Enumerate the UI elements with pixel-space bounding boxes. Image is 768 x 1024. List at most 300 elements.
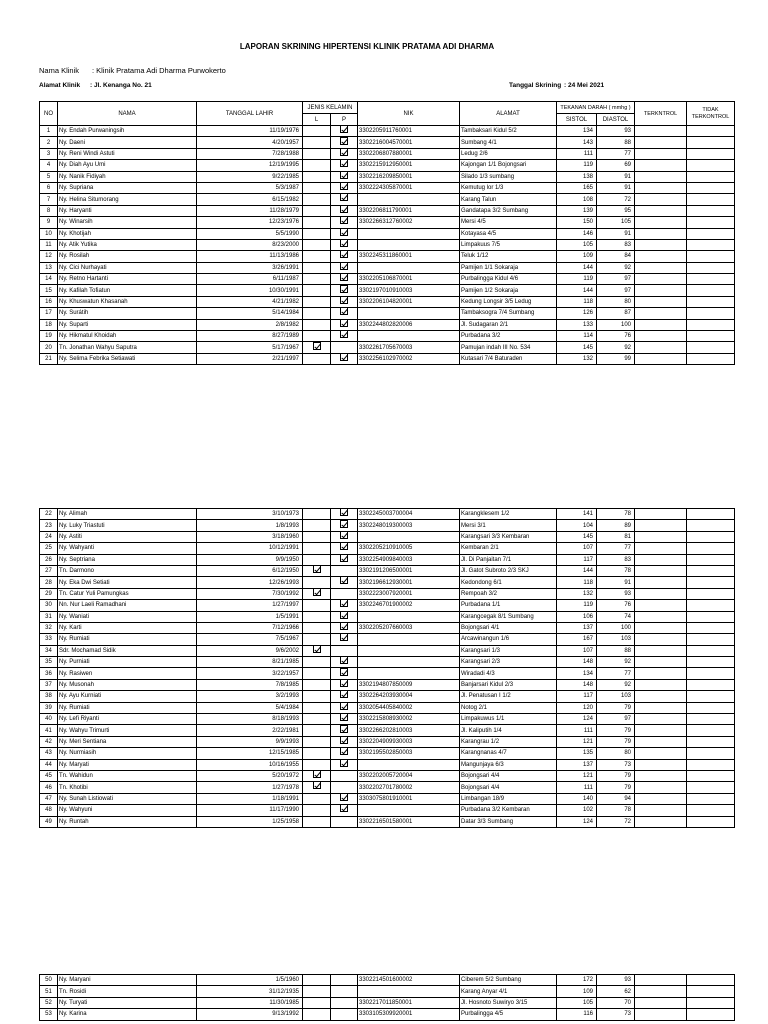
row-sistol: 105	[557, 239, 597, 250]
row-nik: 3302204909930003	[358, 736, 460, 747]
row-tidak-terkontrol	[687, 285, 735, 296]
row-no: 26	[40, 554, 58, 565]
clinic-name-label: Nama Klinik	[39, 66, 80, 75]
row-terkntrol	[635, 194, 687, 205]
row-diastol: 99	[597, 353, 635, 364]
row-sistol: 148	[557, 657, 597, 668]
row-sex-p	[331, 611, 358, 622]
row-nik: 3302254909840003	[358, 554, 460, 565]
row-alamat: Ledug 2/6	[460, 148, 557, 159]
row-sistol: 139	[557, 205, 597, 216]
row-sistol: 111	[557, 148, 597, 159]
row-tidak-terkontrol	[687, 509, 735, 520]
row-nik: 3302261705670003	[358, 342, 460, 353]
row-tanggal-lahir: 12/26/1993	[197, 577, 303, 588]
row-alamat: Purbadana 3/2	[460, 331, 557, 342]
row-no: 12	[40, 251, 58, 262]
row-alamat: Karangklesem 1/2	[460, 509, 557, 520]
row-alamat: Karangsari 1/3	[460, 645, 557, 656]
row-nama: Nn. Nur Laeli Ramadhani	[58, 600, 197, 611]
col-header-tekanan-darah: TEKANAN DARAH ( mmhg )	[557, 102, 635, 114]
row-no: 17	[40, 308, 58, 319]
checkbox-checked-icon	[340, 725, 348, 733]
row-nik: 3302216501580001	[358, 816, 460, 827]
col-header-jenis-kelamin: JENIS KELAMIN	[303, 102, 358, 114]
row-alamat: Rempoah 3/2	[460, 588, 557, 599]
row-tanggal-lahir: 6/15/1982	[197, 194, 303, 205]
row-no: 22	[40, 509, 58, 520]
checkbox-checked-icon	[340, 148, 348, 156]
row-terkntrol	[635, 217, 687, 228]
row-nama: Ny. Rumiati	[58, 702, 197, 713]
row-tidak-terkontrol	[687, 736, 735, 747]
row-nik: 3302202701780002	[358, 782, 460, 793]
row-sistol: 117	[557, 554, 597, 565]
row-nama: Ny. Nanik Fidiyah	[58, 171, 197, 182]
table-row	[40, 679, 735, 690]
row-diastol: 77	[597, 668, 635, 679]
row-sex-l	[303, 239, 331, 250]
row-tidak-terkontrol	[687, 986, 735, 997]
row-nik: 3302206811790001	[358, 205, 460, 216]
row-tanggal-lahir: 7/8/1985	[197, 679, 303, 690]
row-terkntrol	[635, 736, 687, 747]
row-sex-l	[303, 554, 331, 565]
row-terkntrol	[635, 126, 687, 137]
row-nik: 3302248019300003	[358, 520, 460, 531]
row-no: 9	[40, 217, 58, 228]
row-tanggal-lahir: 11/28/1979	[197, 205, 303, 216]
row-tidak-terkontrol	[687, 319, 735, 330]
row-terkntrol	[635, 668, 687, 679]
row-tidak-terkontrol	[687, 251, 735, 262]
table-row	[40, 793, 735, 804]
row-sex-p	[331, 182, 358, 193]
row-sex-p	[331, 668, 358, 679]
row-sex-l	[303, 1009, 331, 1020]
row-sex-p	[331, 679, 358, 690]
row-sex-l	[303, 194, 331, 205]
row-sistol: 140	[557, 793, 597, 804]
row-nik: 3302197010910003	[358, 285, 460, 296]
row-terkntrol	[635, 657, 687, 668]
row-tanggal-lahir: 8/23/2000	[197, 239, 303, 250]
row-nama: Tn. Khotibi	[58, 782, 197, 793]
row-diastol: 78	[597, 509, 635, 520]
row-tanggal-lahir: 2/22/1981	[197, 725, 303, 736]
row-tidak-terkontrol	[687, 331, 735, 342]
row-nama: Ny. Sunah Listiowati	[58, 793, 197, 804]
row-alamat: Karangcegak 8/1 Sumbang	[460, 611, 557, 622]
row-alamat: Karangrau 1/2	[460, 736, 557, 747]
row-sistol: 167	[557, 634, 597, 645]
table-row	[40, 331, 735, 342]
checkbox-checked-icon	[313, 645, 321, 653]
checkbox-checked-icon	[340, 634, 348, 642]
row-sex-l	[303, 770, 331, 781]
row-tanggal-lahir: 10/16/1955	[197, 759, 303, 770]
checkbox-checked-icon	[340, 217, 348, 225]
row-sistol: 118	[557, 296, 597, 307]
row-tanggal-lahir: 7/5/1967	[197, 634, 303, 645]
table-row	[40, 285, 735, 296]
row-nama: Ny. Runtah	[58, 816, 197, 827]
row-nama: Ny. Supriana	[58, 182, 197, 193]
row-nik: 3302224305870001	[358, 182, 460, 193]
row-tanggal-lahir: 1/27/1997	[197, 600, 303, 611]
row-no: 7	[40, 194, 58, 205]
row-sex-l	[303, 611, 331, 622]
table-row	[40, 714, 735, 725]
row-sistol: 145	[557, 342, 597, 353]
row-sex-p	[331, 308, 358, 319]
row-nik	[358, 228, 460, 239]
checkbox-checked-icon	[340, 239, 348, 247]
table-row	[40, 126, 735, 137]
row-tanggal-lahir: 9/6/2002	[197, 645, 303, 656]
row-alamat: Teluk 1/12	[460, 251, 557, 262]
table-row	[40, 262, 735, 273]
table-row	[40, 1009, 735, 1020]
row-nama: Ny. Karti	[58, 622, 197, 633]
row-nik: 3302205911760001	[358, 126, 460, 137]
row-sex-p	[331, 217, 358, 228]
row-diastol: 92	[597, 262, 635, 273]
row-nik: 3302264203930004	[358, 691, 460, 702]
row-sistol: 114	[557, 331, 597, 342]
row-tanggal-lahir: 1/5/1960	[197, 975, 303, 986]
row-sistol: 132	[557, 588, 597, 599]
row-diastol: 77	[597, 148, 635, 159]
row-no: 3	[40, 148, 58, 159]
row-diastol: 72	[597, 816, 635, 827]
row-tanggal-lahir: 3/22/1957	[197, 668, 303, 679]
row-sex-p	[331, 262, 358, 273]
row-sistol: 124	[557, 816, 597, 827]
table-row	[40, 816, 735, 827]
row-sistol: 126	[557, 308, 597, 319]
row-no: 31	[40, 611, 58, 622]
col-header-p: P	[331, 114, 358, 126]
row-sex-p	[331, 509, 358, 520]
row-alamat: Kedondong 6/1	[460, 577, 557, 588]
report-title: LAPORAN SKRINING HIPERTENSI KLINIK PRATAMA ADI DHARMA	[239, 42, 495, 51]
row-tanggal-lahir: 3/2/1993	[197, 691, 303, 702]
row-sex-p	[331, 126, 358, 137]
row-sex-l	[303, 748, 331, 759]
row-nik: 3302216209850001	[358, 171, 460, 182]
row-terkntrol	[635, 588, 687, 599]
row-sex-l	[303, 986, 331, 997]
row-alamat: Mersi 4/5	[460, 217, 557, 228]
row-alamat: Kedung Longsir 3/5 Ledug	[460, 296, 557, 307]
row-sex-l	[303, 342, 331, 353]
row-tidak-terkontrol	[687, 622, 735, 633]
row-tidak-terkontrol	[687, 126, 735, 137]
row-sex-l	[303, 588, 331, 599]
row-sistol: 138	[557, 171, 597, 182]
row-sistol: 150	[557, 217, 597, 228]
row-sex-p	[331, 331, 358, 342]
row-sex-l	[303, 543, 331, 554]
row-terkntrol	[635, 319, 687, 330]
row-no: 53	[40, 1009, 58, 1020]
row-no: 39	[40, 702, 58, 713]
row-sistol: 144	[557, 285, 597, 296]
row-terkntrol	[635, 554, 687, 565]
row-sex-p	[331, 736, 358, 747]
row-nama: Ny. Winarsih	[58, 217, 197, 228]
row-nama: Ny. Luky Triastuti	[58, 520, 197, 531]
row-terkntrol	[635, 353, 687, 364]
row-sex-l	[303, 171, 331, 182]
row-nik: 3302054405840002	[358, 702, 460, 713]
row-alamat: Purbadana 1/1	[460, 600, 557, 611]
row-tanggal-lahir: 1/5/1991	[197, 611, 303, 622]
row-tanggal-lahir: 2/21/1997	[197, 353, 303, 364]
row-tanggal-lahir: 5/17/1967	[197, 342, 303, 353]
row-sex-l	[303, 600, 331, 611]
row-sex-p	[331, 342, 358, 353]
row-nama: Ny. Haryanti	[58, 205, 197, 216]
row-nama: Tn. Wahidun	[58, 770, 197, 781]
checkbox-checked-icon	[313, 342, 321, 350]
screening-date-value: : 24 Mei 2021	[564, 82, 605, 89]
row-nik	[358, 531, 460, 542]
row-alamat: Kemutug lor 1/3	[460, 182, 557, 193]
checkbox-checked-icon	[340, 736, 348, 744]
row-diastol: 73	[597, 759, 635, 770]
row-sistol: 165	[557, 182, 597, 193]
table-row	[40, 296, 735, 307]
row-no: 5	[40, 171, 58, 182]
row-tanggal-lahir: 11/19/1976	[197, 126, 303, 137]
row-tidak-terkontrol	[687, 634, 735, 645]
row-tanggal-lahir: 12/19/1995	[197, 160, 303, 171]
table-row	[40, 600, 735, 611]
row-nik	[358, 986, 460, 997]
row-tidak-terkontrol	[687, 353, 735, 364]
row-tidak-terkontrol	[687, 296, 735, 307]
row-alamat: Karang Talun	[460, 194, 557, 205]
row-no: 29	[40, 588, 58, 599]
row-tidak-terkontrol	[687, 679, 735, 690]
screening-table-part-2	[39, 508, 735, 828]
row-diastol: 87	[597, 308, 635, 319]
row-terkntrol	[635, 331, 687, 342]
table-row	[40, 137, 735, 148]
col-header-tidak-terkontrol: TIDAK TERKONTROL	[687, 102, 735, 126]
row-no: 20	[40, 342, 58, 353]
row-diastol: 91	[597, 182, 635, 193]
table-row	[40, 997, 735, 1008]
table-row	[40, 770, 735, 781]
row-sistol: 172	[557, 975, 597, 986]
table-row	[40, 353, 735, 364]
checkbox-checked-icon	[313, 770, 321, 778]
row-no: 10	[40, 228, 58, 239]
row-diastol: 74	[597, 611, 635, 622]
row-sistol: 121	[557, 736, 597, 747]
row-sex-l	[303, 308, 331, 319]
row-sistol: 111	[557, 725, 597, 736]
checkbox-checked-icon	[340, 296, 348, 304]
row-nama: Ny. Meri Sentiana	[58, 736, 197, 747]
row-sex-l	[303, 793, 331, 804]
row-nik: 3302205210910005	[358, 543, 460, 554]
row-no: 27	[40, 565, 58, 576]
row-nik: 3302194807850009	[358, 679, 460, 690]
col-header-nik: NIK	[358, 102, 460, 126]
row-diastol: 81	[597, 531, 635, 542]
row-sex-p	[331, 171, 358, 182]
row-sex-p	[331, 148, 358, 159]
row-sistol: 144	[557, 565, 597, 576]
checkbox-checked-icon	[340, 182, 348, 190]
row-sex-p	[331, 600, 358, 611]
row-tanggal-lahir: 9/9/1950	[197, 554, 303, 565]
row-tidak-terkontrol	[687, 975, 735, 986]
row-tanggal-lahir: 11/30/1985	[197, 997, 303, 1008]
row-sex-p	[331, 816, 358, 827]
row-sex-l	[303, 691, 331, 702]
row-tanggal-lahir: 6/12/1950	[197, 565, 303, 576]
table-row	[40, 725, 735, 736]
row-no: 8	[40, 205, 58, 216]
row-diastol: 70	[597, 997, 635, 1008]
row-sistol: 102	[557, 805, 597, 816]
row-sex-p	[331, 274, 358, 285]
row-nik: 3302196612930001	[358, 577, 460, 588]
row-alamat: Wiradadi 4/3	[460, 668, 557, 679]
row-alamat: Purbalingga 4/5	[460, 1009, 557, 1020]
row-no: 28	[40, 577, 58, 588]
table-row	[40, 520, 735, 531]
row-terkntrol	[635, 520, 687, 531]
row-alamat: Jl. Gatot Subroto 2/3 SKJ	[460, 565, 557, 576]
row-sistol: 137	[557, 759, 597, 770]
row-sistol: 134	[557, 668, 597, 679]
row-nama: Ny. Rumiati	[58, 634, 197, 645]
row-nama: Ny. Kafilah Tofiatun	[58, 285, 197, 296]
row-no: 36	[40, 668, 58, 679]
checkbox-checked-icon	[340, 262, 348, 270]
row-no: 32	[40, 622, 58, 633]
row-nik	[358, 805, 460, 816]
row-diastol: 93	[597, 588, 635, 599]
row-diastol: 73	[597, 1009, 635, 1020]
row-tidak-terkontrol	[687, 565, 735, 576]
table-row	[40, 205, 735, 216]
table-row	[40, 645, 735, 656]
col-header-sistol: SISTOL	[557, 114, 597, 126]
row-diastol: 97	[597, 285, 635, 296]
row-tanggal-lahir: 9/22/1985	[197, 171, 303, 182]
row-nama: Ny. Karina	[58, 1009, 197, 1020]
checkbox-checked-icon	[340, 228, 348, 236]
row-terkntrol	[635, 251, 687, 262]
row-sistol: 105	[557, 997, 597, 1008]
row-sex-p	[331, 782, 358, 793]
row-terkntrol	[635, 308, 687, 319]
row-alamat: Datar 3/3 Sumbang	[460, 816, 557, 827]
checkbox-checked-icon	[340, 543, 348, 551]
row-tidak-terkontrol	[687, 543, 735, 554]
row-nama: Ny. Astiti	[58, 531, 197, 542]
row-sistol: 109	[557, 986, 597, 997]
table-row	[40, 577, 735, 588]
row-sistol: 109	[557, 251, 597, 262]
row-alamat: Limbangan 18/9	[460, 793, 557, 804]
row-no: 21	[40, 353, 58, 364]
row-sex-p	[331, 691, 358, 702]
row-sistol: 108	[557, 194, 597, 205]
row-sex-p	[331, 577, 358, 588]
row-sex-l	[303, 509, 331, 520]
row-sex-p	[331, 657, 358, 668]
row-alamat: Karangsari 2/3	[460, 657, 557, 668]
row-nama: Tn. Catur Yuli Pamungkas	[58, 588, 197, 599]
row-terkntrol	[635, 611, 687, 622]
row-tidak-terkontrol	[687, 342, 735, 353]
row-diastol: 76	[597, 331, 635, 342]
row-nik	[358, 308, 460, 319]
row-sex-l	[303, 975, 331, 986]
row-alamat: Kotayasa 4/5	[460, 228, 557, 239]
checkbox-checked-icon	[340, 194, 348, 202]
row-tanggal-lahir: 5/20/1972	[197, 770, 303, 781]
row-sistol: 124	[557, 714, 597, 725]
row-tidak-terkontrol	[687, 588, 735, 599]
row-sex-p	[331, 634, 358, 645]
table-row	[40, 171, 735, 182]
checkbox-checked-icon	[340, 679, 348, 687]
row-sistol: 119	[557, 600, 597, 611]
row-alamat: Sumbang 4/1	[460, 137, 557, 148]
row-tanggal-lahir: 1/25/1958	[197, 816, 303, 827]
row-alamat: Karangnanas 4/7	[460, 748, 557, 759]
row-nik: 3302245311860001	[358, 251, 460, 262]
table-row	[40, 805, 735, 816]
row-tanggal-lahir: 3/10/1973	[197, 509, 303, 520]
row-no: 15	[40, 285, 58, 296]
row-sistol: 111	[557, 782, 597, 793]
table-row	[40, 543, 735, 554]
row-terkntrol	[635, 725, 687, 736]
checkbox-checked-icon	[340, 137, 348, 145]
row-nik: 3303105309920001	[358, 1009, 460, 1020]
row-tidak-terkontrol	[687, 816, 735, 827]
row-tidak-terkontrol	[687, 793, 735, 804]
row-tidak-terkontrol	[687, 645, 735, 656]
row-tidak-terkontrol	[687, 782, 735, 793]
row-terkntrol	[635, 160, 687, 171]
table-row	[40, 148, 735, 159]
row-sex-l	[303, 816, 331, 827]
row-diastol: 91	[597, 228, 635, 239]
row-tanggal-lahir: 1/8/1993	[197, 520, 303, 531]
row-nama: Sdr. Mochamad Sidik	[58, 645, 197, 656]
row-nama: Ny. Septriana	[58, 554, 197, 565]
row-nik	[358, 759, 460, 770]
row-sex-p	[331, 793, 358, 804]
row-nama: Ny. Turyati	[58, 997, 197, 1008]
row-diastol: 103	[597, 634, 635, 645]
table-row	[40, 565, 735, 576]
row-terkntrol	[635, 137, 687, 148]
checkbox-checked-icon	[340, 611, 348, 619]
row-tanggal-lahir: 2/8/1982	[197, 319, 303, 330]
